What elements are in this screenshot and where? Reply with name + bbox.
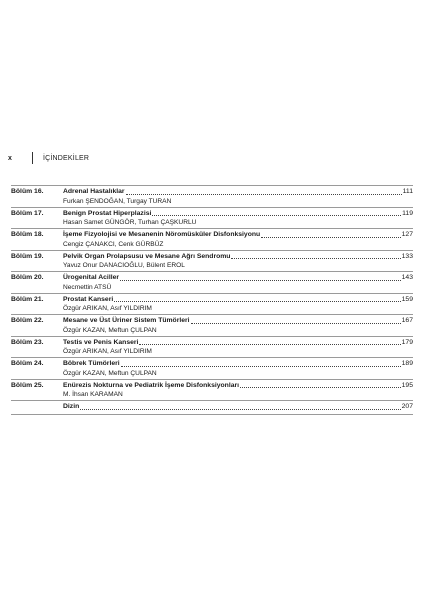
chapter-authors: Özgür KAZAN, Meftun ÇULPAN — [63, 369, 157, 377]
page-title: İÇİNDEKİLER — [43, 154, 90, 162]
chapter-number: Bölüm 20. — [11, 274, 44, 281]
chapter-authors: Hasan Samet GÜNGÖR, Turhan ÇAŞKURLU — [63, 219, 197, 226]
page-reference: 127 — [401, 231, 413, 238]
page-reference: 167 — [401, 317, 413, 324]
chapter-number: Bölüm 21. — [11, 295, 44, 303]
page-reference: 179 — [401, 338, 413, 346]
chapter-title[interactable]: Benign Prostat Hiperplazisi — [63, 209, 152, 217]
page-reference: 189 — [401, 360, 413, 367]
index-title[interactable]: Dizin — [63, 403, 80, 410]
dot-leader — [152, 215, 401, 216]
chapter-title[interactable]: Böbrek Tümörleri — [63, 360, 120, 367]
chapter-title[interactable]: Mesane ve Üst Üriner Sistem Tümörleri — [63, 317, 190, 324]
chapter-number: Bölüm 25. — [11, 381, 44, 389]
dot-leader — [240, 387, 401, 388]
toc-entry-22[interactable] — [11, 315, 413, 337]
page-reference: 119 — [402, 209, 413, 217]
chapter-title[interactable]: Pelvik Organ Prolapsusu ve Mesane Ağrı Sendromu — [63, 252, 231, 260]
page-number: x — [8, 154, 12, 162]
page-reference: 143 — [401, 274, 413, 281]
chapter-authors: Özgür ARIKAN, Asıf YILDIRIM — [63, 305, 152, 312]
chapter-authors: Özgür KAZAN, Meftun ÇULPAN — [63, 326, 157, 334]
dot-leader — [121, 366, 401, 367]
dot-leader — [139, 344, 400, 345]
dot-leader — [231, 258, 400, 259]
chapter-number: Bölüm 24. — [11, 360, 44, 367]
chapter-number: Bölüm 18. — [11, 231, 44, 238]
chapter-title[interactable]: Enürezis Nokturna ve Pediatrik İşeme Disfonksiyonları — [63, 381, 240, 389]
chapter-authors: Cengiz ÇANAKCI, Cenk GÜRBÜZ — [63, 240, 164, 248]
chapter-number: Bölüm 17. — [11, 209, 44, 217]
page-reference: 159 — [401, 295, 413, 303]
chapter-number: Bölüm 22. — [11, 317, 44, 324]
chapter-authors: Yavuz Onur DANACIOĞLU, Bülent EROL — [63, 262, 185, 269]
chapter-authors: Özgür ARIKAN, Asıf YILDIRIM — [63, 348, 152, 355]
toc-entry-25[interactable] — [11, 380, 413, 402]
toc-entry-24[interactable] — [11, 358, 413, 380]
chapter-number: Bölüm 16. — [11, 188, 44, 195]
toc-entry-19[interactable] — [11, 251, 413, 273]
chapter-title[interactable]: Prostat Kanseri — [63, 295, 114, 303]
toc-entry-20[interactable] — [11, 272, 413, 294]
dot-leader — [120, 280, 401, 281]
page-header — [8, 151, 416, 165]
chapter-number-empty — [11, 402, 63, 413]
page-reference: 195 — [401, 381, 413, 389]
chapter-title[interactable]: Testis ve Penis Kanseri — [63, 338, 139, 346]
toc-entry-18[interactable] — [11, 229, 413, 251]
toc-entry-index[interactable] — [11, 401, 413, 415]
chapter-number: Bölüm 23. — [11, 338, 44, 346]
dot-leader — [261, 237, 400, 238]
dot-leader — [126, 194, 402, 195]
page-reference: 207 — [401, 403, 413, 410]
toc-entry-23[interactable] — [11, 337, 413, 359]
chapter-title[interactable]: Adrenal Hastalıklar — [63, 188, 125, 195]
chapter-authors: Necmettin ATSÜ — [63, 283, 112, 291]
table-of-contents — [11, 185, 413, 415]
toc-entry-16[interactable] — [11, 186, 413, 208]
dot-leader — [191, 323, 401, 324]
page-reference: 133 — [401, 252, 413, 260]
chapter-title[interactable]: İşeme Fizyolojisi ve Mesanenin Nöromüsküler Disfonksiyonu — [63, 231, 261, 238]
chapter-authors: Furkan ŞENDOĞAN, Turgay TURAN — [63, 197, 172, 205]
dot-leader — [114, 301, 400, 302]
chapter-title[interactable]: Ürogenital Aciller — [63, 274, 120, 281]
header-divider — [32, 152, 33, 164]
toc-entry-17[interactable] — [11, 208, 413, 230]
page-reference: 111 — [402, 188, 413, 195]
dot-leader — [80, 409, 400, 410]
toc-entry-21[interactable] — [11, 294, 413, 316]
chapter-number: Bölüm 19. — [11, 252, 44, 260]
chapter-authors: M. İhsan KARAMAN — [63, 391, 123, 398]
